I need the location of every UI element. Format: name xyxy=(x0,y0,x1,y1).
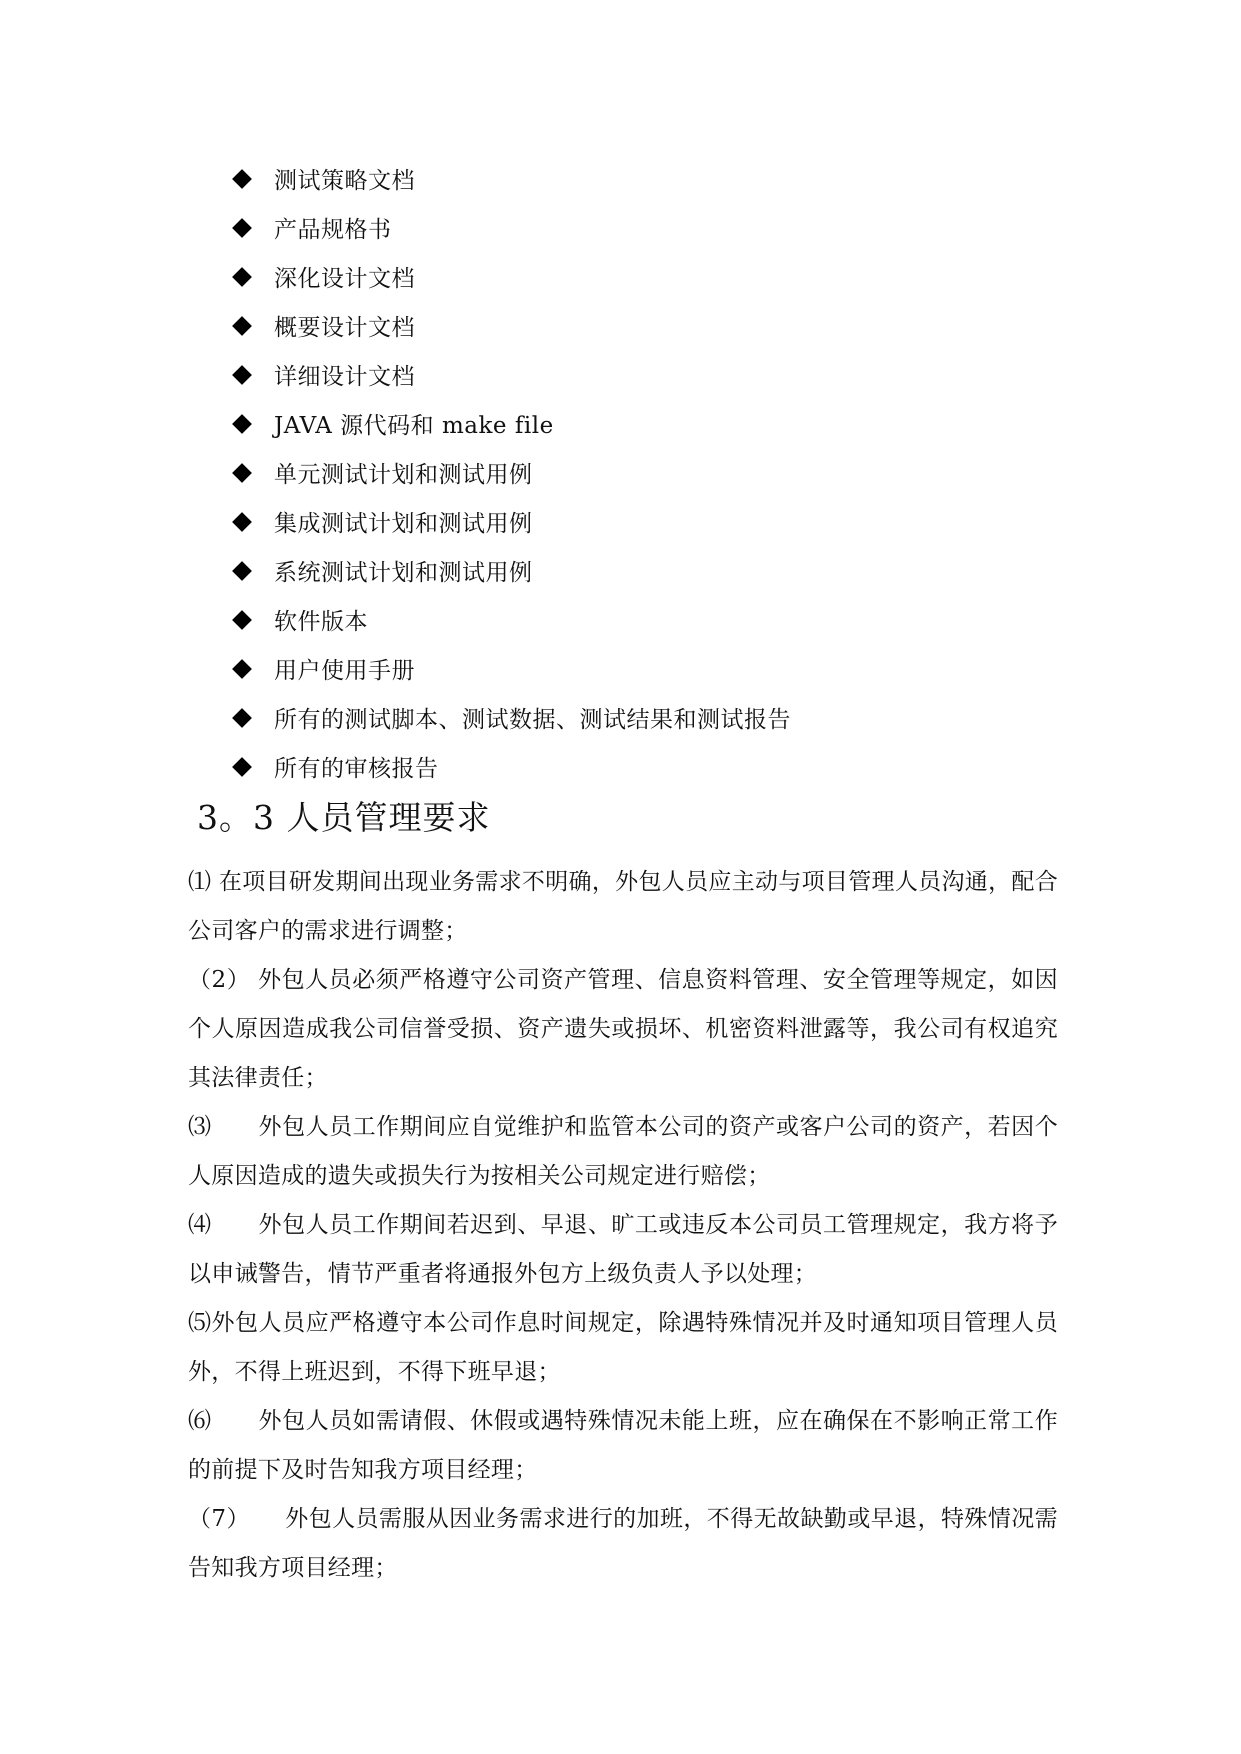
diamond-bullet-icon xyxy=(232,512,252,532)
list-item xyxy=(232,252,791,301)
list-item xyxy=(232,742,791,791)
list-item-text: 集成测试计划和测试用例 xyxy=(274,511,533,537)
list-item-text: 系统测试计划和测试用例 xyxy=(274,560,533,586)
list-item xyxy=(232,203,791,252)
paragraph: （2） 外包人员必须严格遵守公司资产管理、信息资料管理、安全管理等规定，如因个人原因造成我公司信誉受损、资产遗失或损坏、机密资料泄露等，我公司有权追究其法律责任； xyxy=(188,967,1058,1091)
requirements-body xyxy=(188,858,1058,1593)
list-item-text: 概要设计文档 xyxy=(274,315,415,341)
list-item xyxy=(232,595,791,644)
list-item-text: 所有的测试脚本、测试数据、测试结果和测试报告 xyxy=(274,707,791,733)
list-item xyxy=(232,644,791,693)
diamond-bullet-icon xyxy=(232,561,252,581)
list-item xyxy=(232,497,791,546)
list-item-text: JAVA 源代码和 make file xyxy=(274,413,554,439)
list-item xyxy=(232,301,791,350)
list-item-text: 产品规格书 xyxy=(274,217,392,243)
diamond-bullet-icon xyxy=(232,708,252,728)
paragraph: ⑷ 外包人员工作期间若迟到、早退、旷工或违反本公司员工管理规定，我方将予以申诫警告，情节严重者将通报外包方上级负责人予以处理； xyxy=(188,1212,1058,1287)
diamond-bullet-icon xyxy=(232,365,252,385)
list-item xyxy=(232,693,791,742)
list-item-text: 所有的审核报告 xyxy=(274,756,439,782)
list-item-text: 测试策略文档 xyxy=(274,168,415,194)
list-item-text: 详细设计文档 xyxy=(274,364,415,390)
list-item xyxy=(232,154,791,203)
diamond-bullet-icon xyxy=(232,757,252,777)
diamond-bullet-icon xyxy=(232,610,252,630)
diamond-bullet-icon xyxy=(232,316,252,336)
paragraph: ⑸外包人员应严格遵守本公司作息时间规定，除遇特殊情况并及时通知项目管理人员外，不得上班迟到，不得下班早退； xyxy=(188,1310,1058,1385)
list-item-text: 单元测试计划和测试用例 xyxy=(274,462,533,488)
diamond-bullet-icon xyxy=(232,267,252,287)
list-item-text: 软件版本 xyxy=(274,609,368,635)
list-item xyxy=(232,448,791,497)
list-item xyxy=(232,399,791,448)
deliverables-list xyxy=(232,154,791,791)
list-item xyxy=(232,546,791,595)
list-item-text: 深化设计文档 xyxy=(274,266,415,292)
list-item-text: 用户使用手册 xyxy=(274,658,415,684)
diamond-bullet-icon xyxy=(232,463,252,483)
paragraph: ⑹ 外包人员如需请假、休假或遇特殊情况未能上班，应在确保在不影响正常工作的前提下及时告知我方项目经理； xyxy=(188,1408,1058,1483)
paragraph: ⑴ 在项目研发期间出现业务需求不明确，外包人员应主动与项目管理人员沟通，配合公司客户的需求进行调整； xyxy=(188,869,1058,944)
diamond-bullet-icon xyxy=(232,218,252,238)
list-item xyxy=(232,350,791,399)
section-heading: 3。3 人员管理要求 xyxy=(197,798,491,837)
diamond-bullet-icon xyxy=(232,414,252,434)
paragraph: ⑶ 外包人员工作期间应自觉维护和监管本公司的资产或客户公司的资产，若因个人原因造成的遗失或损失行为按相关公司规定进行赔偿； xyxy=(188,1114,1058,1189)
paragraph: （7） 外包人员需服从因业务需求进行的加班，不得无故缺勤或早退，特殊情况需告知我方项目经理； xyxy=(188,1506,1058,1581)
diamond-bullet-icon xyxy=(232,169,252,189)
diamond-bullet-icon xyxy=(232,659,252,679)
